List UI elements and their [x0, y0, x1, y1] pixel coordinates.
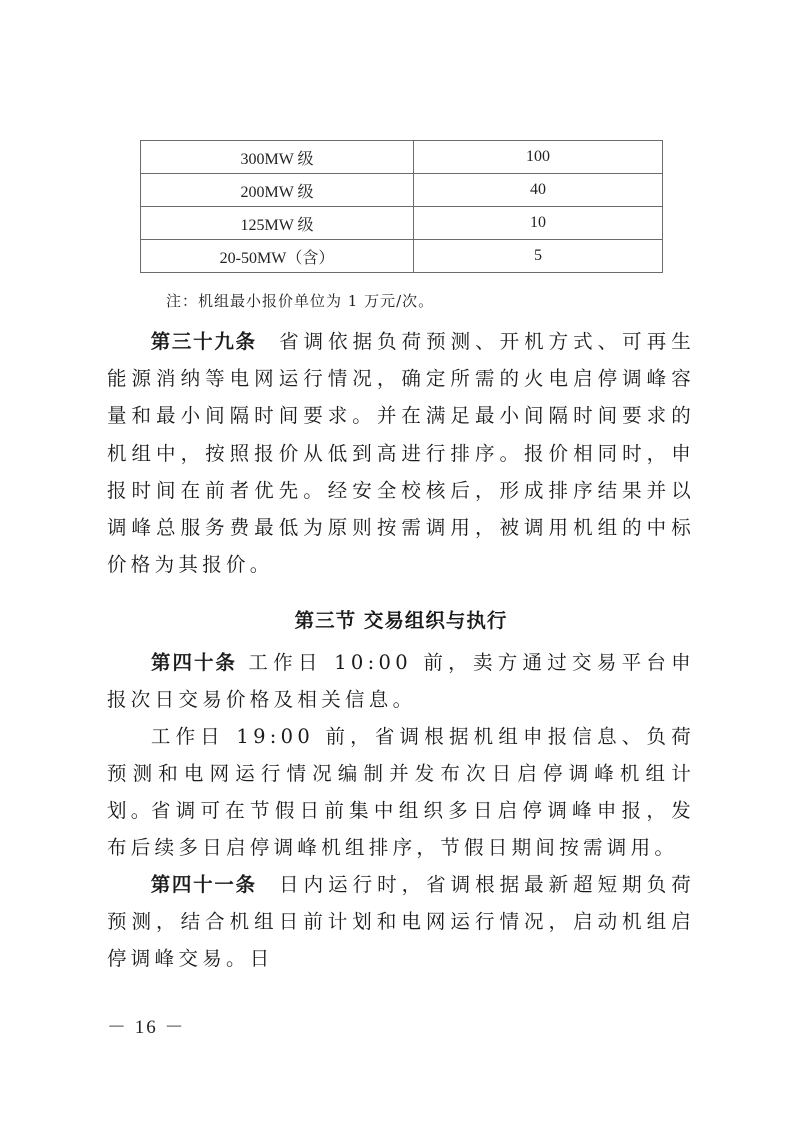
table-row [141, 207, 663, 240]
section-heading: 第三节 交易组织与执行 [294, 609, 508, 632]
min-bid-unit-table [140, 140, 663, 273]
article-text: 日内运行时，省调根据最新超短期负荷预测，结合机组日前计划和电网运行情况，启动机组启停调峰交易。日 [107, 873, 695, 971]
table-cell-unit: 200MW 级 [141, 174, 414, 207]
article-41 [107, 866, 695, 978]
article-40 [107, 644, 695, 718]
table-cell-unit: 125MW 级 [141, 207, 414, 240]
table-row [141, 174, 663, 207]
table-row [141, 141, 663, 174]
paragraph-text: 工作日 19:00 前，省调根据机组申报信息、负荷预测和电网运行情况编制并发布次日启停调峰机组计划。 [107, 725, 695, 823]
article-40-paragraph-3 [107, 792, 695, 866]
page-number: － 16 － [107, 1017, 186, 1038]
table-cell-value: 100 [414, 141, 663, 174]
article-label: 第三十九条 [150, 330, 257, 353]
table-row [141, 240, 663, 273]
table-cell-unit: 300MW 级 [141, 141, 414, 174]
article-39 [107, 323, 695, 583]
paragraph-text: 省调可在节假日前集中组织多日启停调峰申报，发布后续多日启停调峰机组排序，节假日期间按需调用。 [107, 799, 695, 860]
table-cell-value: 40 [414, 174, 663, 207]
table-cell-value: 5 [414, 240, 663, 273]
article-text: 工作日 10:00 前，卖方通过交易平台申报次日交易价格及相关信息。 [107, 651, 695, 712]
article-label: 第四十条 [150, 651, 237, 674]
table-cell-unit: 20-50MW（含） [141, 240, 414, 273]
table-cell-value: 10 [414, 207, 663, 240]
article-label: 第四十一条 [150, 873, 257, 896]
table-note: 注：机组最小报价单位为 1 万元/次。 [166, 292, 435, 310]
article-text: 省调依据负荷预测、开机方式、可再生能源消纳等电网运行情况，确定所需的火电启停调峰容量和最小间隔时间要求。并在满足最小间隔时间要求的机组中，按照报价从低到高进行排序。报价相同时，申报时间在前者优先。经安全校核后，形成排序结果并以调峰总服务费最低为原则按需调用，被调用机组的中标价格为其报价。 [107, 330, 695, 577]
